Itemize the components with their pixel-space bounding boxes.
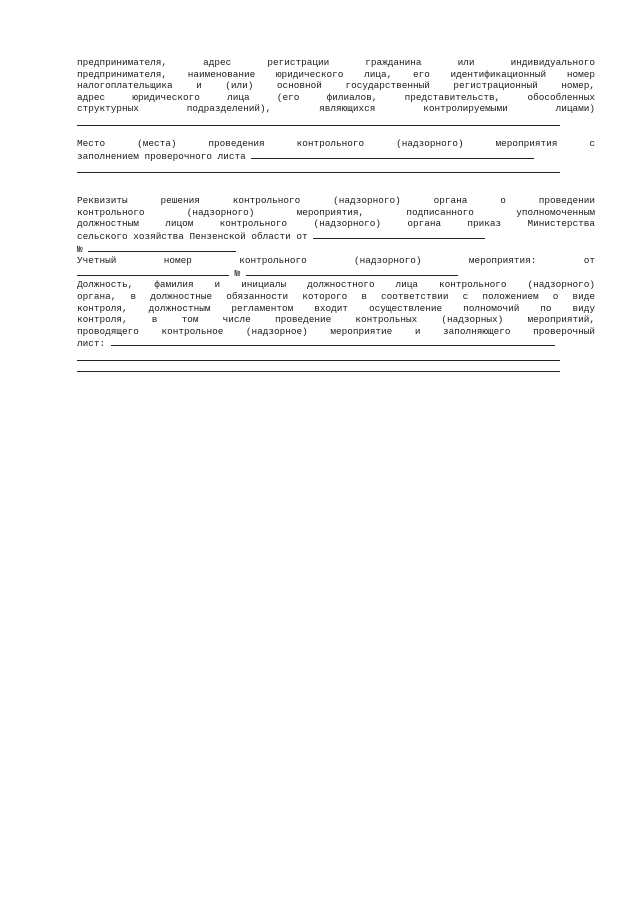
registration-number	[77, 255, 595, 279]
text-line: контроля, в том числе проведение контрольных (надзорных) мероприятий,	[77, 314, 595, 326]
text-line: предпринимателя, наименование юридического лица, его идентификационный номер	[77, 68, 595, 80]
text-line: Учетный номер контрольного (надзорного) мероприятия: от	[77, 255, 595, 267]
controlled-person-info	[77, 57, 595, 126]
text-line	[77, 267, 595, 280]
text-line	[77, 337, 595, 350]
fill-in-line	[251, 150, 534, 159]
text-line: Реквизиты решения контрольного (надзорного) органа о проведении	[77, 195, 595, 207]
fill-in-line	[77, 267, 229, 276]
inspection-place	[77, 138, 595, 173]
text-fragment: сельского хозяйства Пензенской области от	[77, 230, 308, 242]
official-info	[77, 279, 595, 372]
fill-in-line	[77, 115, 560, 126]
text-line: предпринимателя, адрес регистрации гражданина или индивидуального	[77, 57, 595, 68]
fill-in-line	[77, 361, 560, 372]
text-line: налогоплательщика и (или) основной государственный регистрационный номер,	[77, 80, 595, 92]
text-line: Место (места) проведения контрольного (надзорного) мероприятия с	[77, 137, 595, 149]
fill-in-line	[246, 267, 458, 276]
decision-details	[77, 195, 595, 255]
fill-in-line	[313, 230, 485, 239]
fill-in-line	[111, 337, 555, 346]
number-sign: №	[77, 243, 83, 255]
text-line: контроля, должностным регламентом входит осуществление полномочий по виду	[77, 302, 595, 314]
text-fragment: лист:	[77, 338, 106, 350]
text-line: должностным лицом контрольного (надзорного) органа приказ Министерства	[77, 218, 595, 230]
fill-in-line	[88, 243, 236, 252]
text-fragment: заполнением проверочного листа	[77, 150, 246, 162]
text-line	[77, 150, 595, 163]
text-line: структурных подразделений), являющихся контролируемыми лицами)	[77, 103, 595, 115]
text-line: адрес юридического лица (его филиалов, представительств, обособленных	[77, 91, 595, 103]
fill-in-line	[77, 162, 560, 173]
text-line	[77, 243, 595, 256]
text-line: проводящего контрольное (надзорное) мероприятие и заполняющего проверочный	[77, 325, 595, 337]
fill-in-line	[77, 350, 560, 361]
text-line: Должность, фамилия и инициалы должностного лица контрольного (надзорного)	[77, 279, 595, 291]
text-line	[77, 230, 595, 243]
text-line: контрольного (надзорного) мероприятия, подписанного уполномоченным	[77, 206, 595, 218]
number-sign: №	[234, 267, 241, 279]
document-page	[77, 57, 595, 372]
text-line: органа, в должностные обязанности которого в соответствии с положением о виде	[77, 290, 595, 302]
